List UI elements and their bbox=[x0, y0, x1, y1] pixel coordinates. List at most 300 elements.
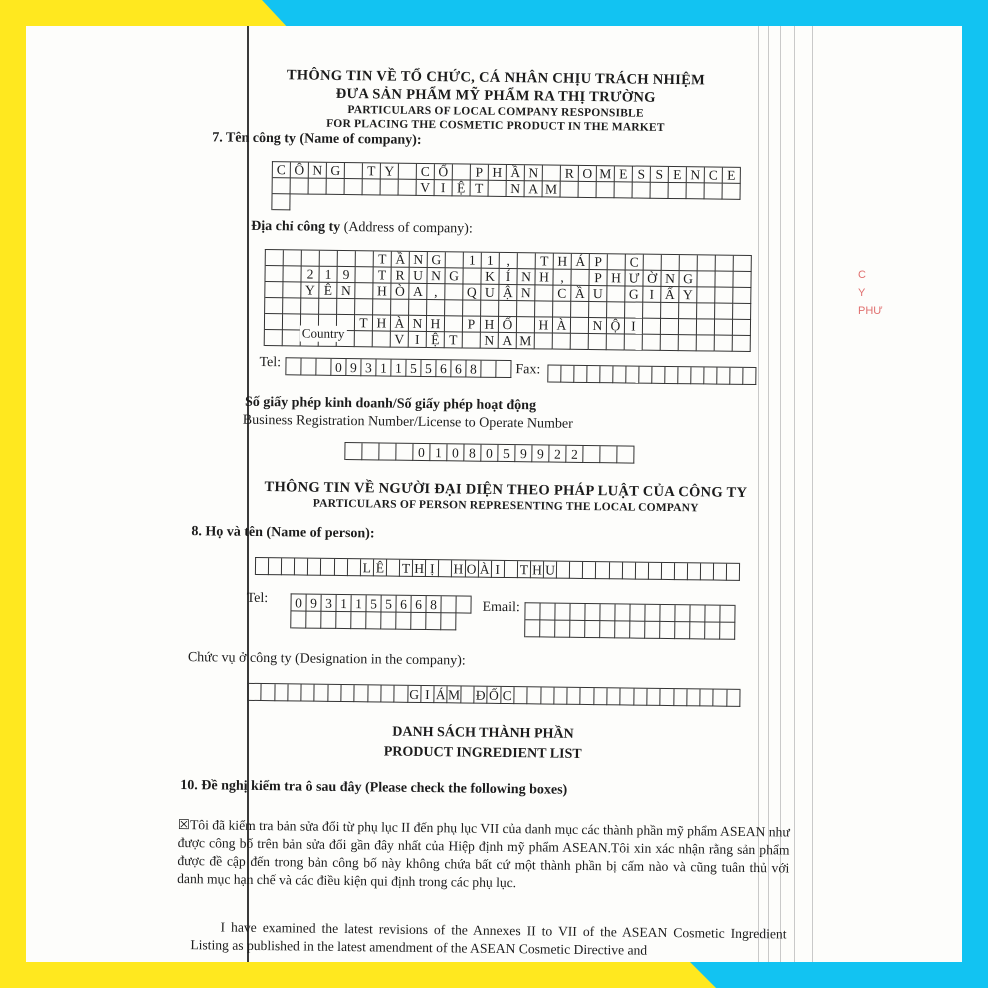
form-cell[interactable]: 5 bbox=[498, 445, 515, 462]
form-cell[interactable] bbox=[690, 622, 705, 639]
form-cell[interactable] bbox=[518, 253, 536, 269]
person-tel-grid[interactable] bbox=[290, 593, 471, 630]
form-cell[interactable] bbox=[283, 298, 301, 314]
form-cell[interactable] bbox=[295, 558, 308, 575]
form-cell[interactable]: R bbox=[561, 166, 579, 182]
form-cell[interactable]: I bbox=[625, 318, 643, 334]
form-cell[interactable]: O bbox=[579, 166, 597, 182]
form-cell[interactable] bbox=[535, 333, 553, 349]
form-cell[interactable] bbox=[662, 563, 675, 580]
form-cell[interactable] bbox=[651, 183, 669, 199]
form-cell[interactable] bbox=[636, 563, 649, 580]
form-cell[interactable]: N bbox=[427, 268, 445, 284]
form-cell[interactable] bbox=[609, 562, 622, 579]
form-cell[interactable]: 1 bbox=[482, 253, 500, 269]
form-cell[interactable] bbox=[396, 613, 411, 630]
form-cell[interactable]: 5 bbox=[406, 360, 421, 377]
form-cell[interactable]: T bbox=[363, 163, 381, 179]
form-cell[interactable] bbox=[665, 367, 678, 384]
form-cell[interactable] bbox=[355, 267, 373, 283]
form-cell[interactable] bbox=[571, 270, 589, 286]
form-cell[interactable]: E bbox=[723, 168, 741, 184]
form-cell[interactable]: Ộ bbox=[607, 318, 625, 334]
form-cell[interactable] bbox=[607, 334, 625, 350]
form-cell[interactable] bbox=[607, 688, 621, 705]
form-cell[interactable]: H bbox=[373, 283, 391, 299]
form-cell[interactable] bbox=[535, 301, 553, 317]
form-cell[interactable]: 6 bbox=[411, 596, 426, 613]
form-cell[interactable]: , bbox=[427, 284, 445, 300]
form-cell[interactable] bbox=[715, 320, 733, 336]
form-cell[interactable] bbox=[396, 444, 413, 461]
form-cell[interactable] bbox=[660, 605, 675, 622]
form-cell[interactable]: , bbox=[553, 270, 571, 286]
company-name-grid[interactable] bbox=[271, 161, 741, 216]
form-cell[interactable]: Ầ bbox=[507, 165, 525, 181]
form-cell[interactable] bbox=[733, 304, 751, 320]
form-cell[interactable] bbox=[463, 268, 481, 284]
form-cell[interactable] bbox=[704, 367, 717, 384]
form-cell[interactable]: K bbox=[481, 269, 499, 285]
form-cell[interactable] bbox=[596, 562, 609, 579]
form-cell[interactable]: Ò bbox=[391, 284, 409, 300]
form-cell[interactable]: 8 bbox=[466, 361, 481, 378]
form-cell[interactable] bbox=[528, 687, 542, 704]
form-cell[interactable]: A bbox=[499, 333, 517, 349]
form-cell[interactable]: E bbox=[669, 167, 687, 183]
form-cell[interactable]: E bbox=[615, 166, 633, 182]
form-cell[interactable] bbox=[625, 334, 643, 350]
form-cell[interactable] bbox=[362, 443, 379, 460]
form-cell[interactable] bbox=[697, 271, 715, 287]
fax-grid[interactable] bbox=[547, 364, 756, 385]
form-cell[interactable]: H bbox=[481, 317, 499, 333]
form-cell[interactable]: M bbox=[597, 166, 615, 182]
form-cell[interactable] bbox=[720, 623, 735, 640]
form-cell[interactable] bbox=[517, 301, 535, 317]
form-cell[interactable]: 1 bbox=[430, 444, 447, 461]
form-cell[interactable]: Ố bbox=[488, 687, 502, 704]
form-cell[interactable]: I bbox=[492, 561, 505, 578]
form-cell[interactable] bbox=[615, 182, 633, 198]
form-cell[interactable]: G bbox=[445, 268, 463, 284]
form-cell[interactable] bbox=[661, 335, 679, 351]
form-cell[interactable] bbox=[337, 299, 355, 315]
form-cell[interactable]: 9 bbox=[346, 359, 361, 376]
form-cell[interactable] bbox=[399, 164, 417, 180]
form-cell[interactable]: À bbox=[553, 318, 571, 334]
form-cell[interactable] bbox=[366, 612, 381, 629]
form-cell[interactable] bbox=[373, 331, 391, 347]
form-cell[interactable]: O bbox=[465, 561, 478, 578]
form-cell[interactable] bbox=[734, 256, 752, 272]
form-cell[interactable] bbox=[453, 164, 471, 180]
form-cell[interactable] bbox=[273, 178, 291, 194]
form-cell[interactable]: Y bbox=[301, 282, 319, 298]
form-cell[interactable] bbox=[680, 255, 698, 271]
form-cell[interactable] bbox=[373, 299, 391, 315]
form-cell[interactable]: G bbox=[408, 686, 422, 703]
form-cell[interactable] bbox=[639, 367, 652, 384]
form-cell[interactable] bbox=[583, 446, 600, 463]
form-cell[interactable] bbox=[525, 603, 540, 620]
form-cell[interactable]: N bbox=[589, 318, 607, 334]
form-cell[interactable] bbox=[645, 605, 660, 622]
form-cell[interactable] bbox=[540, 620, 555, 637]
form-cell[interactable] bbox=[301, 358, 316, 375]
form-cell[interactable] bbox=[336, 612, 351, 629]
form-cell[interactable] bbox=[743, 368, 756, 385]
form-cell[interactable] bbox=[571, 318, 589, 334]
form-cell[interactable]: U bbox=[409, 268, 427, 284]
form-cell[interactable]: T bbox=[355, 315, 373, 331]
form-cell[interactable] bbox=[647, 689, 661, 706]
form-cell[interactable] bbox=[269, 558, 282, 575]
form-cell[interactable]: H bbox=[373, 315, 391, 331]
form-cell[interactable] bbox=[715, 288, 733, 304]
form-cell[interactable]: Ệ bbox=[453, 180, 471, 196]
form-cell[interactable] bbox=[698, 255, 716, 271]
form-cell[interactable] bbox=[571, 334, 589, 350]
form-cell[interactable] bbox=[553, 302, 571, 318]
form-cell[interactable] bbox=[705, 605, 720, 622]
form-cell[interactable]: N bbox=[481, 333, 499, 349]
form-cell[interactable]: T bbox=[373, 267, 391, 283]
form-cell[interactable]: 0 bbox=[291, 594, 306, 611]
form-cell[interactable] bbox=[327, 179, 345, 195]
form-cell[interactable] bbox=[256, 558, 269, 575]
form-cell[interactable] bbox=[661, 689, 675, 706]
form-cell[interactable] bbox=[368, 685, 382, 702]
form-cell[interactable]: Ấ bbox=[661, 287, 679, 303]
form-cell[interactable] bbox=[345, 443, 362, 460]
form-cell[interactable] bbox=[733, 272, 751, 288]
form-cell[interactable] bbox=[409, 300, 427, 316]
form-cell[interactable] bbox=[535, 285, 553, 301]
form-cell[interactable] bbox=[288, 684, 302, 701]
form-cell[interactable]: H bbox=[535, 317, 553, 333]
form-cell[interactable]: 9 bbox=[515, 445, 532, 462]
form-cell[interactable] bbox=[733, 336, 751, 352]
form-cell[interactable]: N bbox=[517, 269, 535, 285]
form-cell[interactable] bbox=[700, 689, 714, 706]
form-cell[interactable]: Ư bbox=[625, 270, 643, 286]
form-cell[interactable] bbox=[733, 320, 751, 336]
form-cell[interactable] bbox=[548, 366, 561, 383]
form-cell[interactable]: G bbox=[625, 286, 643, 302]
form-cell[interactable] bbox=[306, 612, 321, 629]
form-cell[interactable] bbox=[626, 366, 639, 383]
form-cell[interactable] bbox=[272, 194, 290, 210]
form-cell[interactable] bbox=[463, 300, 481, 316]
form-cell[interactable] bbox=[644, 255, 662, 271]
form-cell[interactable] bbox=[617, 446, 634, 463]
form-cell[interactable]: Ố bbox=[499, 317, 517, 333]
form-cell[interactable]: Ô bbox=[291, 162, 309, 178]
form-cell[interactable] bbox=[553, 334, 571, 350]
form-cell[interactable] bbox=[697, 303, 715, 319]
form-cell[interactable] bbox=[674, 689, 688, 706]
form-cell[interactable] bbox=[301, 298, 319, 314]
form-cell[interactable]: H bbox=[535, 269, 553, 285]
form-cell[interactable] bbox=[733, 288, 751, 304]
form-cell[interactable]: N bbox=[661, 271, 679, 287]
form-cell[interactable] bbox=[338, 251, 356, 267]
form-cell[interactable] bbox=[265, 266, 283, 282]
form-cell[interactable] bbox=[701, 563, 714, 580]
form-cell[interactable]: C bbox=[501, 687, 515, 704]
form-cell[interactable] bbox=[334, 559, 347, 576]
form-cell[interactable] bbox=[727, 564, 740, 581]
form-cell[interactable]: 5 bbox=[366, 595, 381, 612]
form-cell[interactable] bbox=[445, 300, 463, 316]
email-grid[interactable] bbox=[524, 602, 735, 640]
form-cell[interactable]: C bbox=[705, 167, 723, 183]
form-cell[interactable] bbox=[381, 179, 399, 195]
form-cell[interactable]: Q bbox=[463, 284, 481, 300]
person-name-grid[interactable] bbox=[255, 557, 741, 581]
form-cell[interactable]: I bbox=[435, 180, 453, 196]
form-cell[interactable]: 5 bbox=[381, 595, 396, 612]
form-cell[interactable]: U bbox=[481, 285, 499, 301]
form-cell[interactable]: H bbox=[607, 270, 625, 286]
form-cell[interactable] bbox=[687, 689, 701, 706]
form-cell[interactable] bbox=[283, 282, 301, 298]
form-cell[interactable]: M bbox=[543, 181, 561, 197]
form-cell[interactable] bbox=[589, 334, 607, 350]
form-cell[interactable]: 0 bbox=[481, 445, 498, 462]
form-cell[interactable] bbox=[615, 621, 630, 638]
form-cell[interactable] bbox=[715, 272, 733, 288]
form-cell[interactable] bbox=[607, 302, 625, 318]
form-cell[interactable] bbox=[363, 179, 381, 195]
form-cell[interactable] bbox=[643, 319, 661, 335]
form-cell[interactable] bbox=[381, 685, 395, 702]
form-cell[interactable]: P bbox=[590, 254, 608, 270]
form-cell[interactable] bbox=[481, 361, 496, 378]
form-cell[interactable] bbox=[600, 621, 615, 638]
form-cell[interactable] bbox=[441, 596, 456, 613]
form-cell[interactable] bbox=[661, 303, 679, 319]
form-cell[interactable] bbox=[688, 563, 701, 580]
form-cell[interactable]: 6 bbox=[436, 360, 451, 377]
form-cell[interactable] bbox=[355, 685, 369, 702]
form-cell[interactable]: Ê bbox=[374, 559, 387, 576]
form-cell[interactable]: 0 bbox=[447, 444, 464, 461]
form-cell[interactable] bbox=[607, 286, 625, 302]
form-cell[interactable]: P bbox=[589, 270, 607, 286]
form-cell[interactable]: 3 bbox=[361, 359, 376, 376]
form-cell[interactable] bbox=[282, 558, 295, 575]
form-cell[interactable]: T bbox=[374, 251, 392, 267]
checked-box-icon[interactable]: ☒ bbox=[177, 817, 191, 833]
form-cell[interactable]: Á bbox=[572, 254, 590, 270]
form-cell[interactable] bbox=[291, 178, 309, 194]
form-cell[interactable] bbox=[594, 688, 608, 705]
form-cell[interactable] bbox=[675, 605, 690, 622]
form-cell[interactable] bbox=[439, 560, 452, 577]
form-cell[interactable]: 0 bbox=[413, 444, 430, 461]
form-cell[interactable] bbox=[540, 603, 555, 620]
form-cell[interactable] bbox=[345, 163, 363, 179]
form-cell[interactable]: S bbox=[651, 167, 669, 183]
form-cell[interactable] bbox=[574, 366, 587, 383]
form-cell[interactable] bbox=[351, 612, 366, 629]
tel-grid[interactable] bbox=[285, 357, 511, 378]
form-cell[interactable]: A bbox=[525, 181, 543, 197]
form-cell[interactable] bbox=[395, 686, 409, 703]
form-cell[interactable]: 9 bbox=[337, 267, 355, 283]
form-cell[interactable]: Ổ bbox=[435, 164, 453, 180]
form-cell[interactable]: Y bbox=[679, 287, 697, 303]
form-cell[interactable]: 6 bbox=[396, 596, 411, 613]
form-cell[interactable]: C bbox=[417, 164, 435, 180]
form-cell[interactable] bbox=[621, 688, 635, 705]
form-cell[interactable] bbox=[583, 562, 596, 579]
form-cell[interactable] bbox=[561, 182, 579, 198]
form-cell[interactable] bbox=[496, 361, 511, 378]
form-cell[interactable] bbox=[554, 688, 568, 705]
form-cell[interactable] bbox=[643, 335, 661, 351]
form-cell[interactable]: À bbox=[391, 316, 409, 332]
designation-grid[interactable] bbox=[247, 683, 740, 707]
form-cell[interactable]: U bbox=[589, 286, 607, 302]
form-cell[interactable] bbox=[675, 563, 688, 580]
form-cell[interactable] bbox=[355, 331, 373, 347]
form-cell[interactable]: N bbox=[409, 316, 427, 332]
form-cell[interactable]: 1 bbox=[351, 595, 366, 612]
form-cell[interactable]: , bbox=[500, 253, 518, 269]
form-cell[interactable]: Ệ bbox=[427, 332, 445, 348]
form-cell[interactable] bbox=[669, 183, 687, 199]
form-cell[interactable] bbox=[705, 183, 723, 199]
form-cell[interactable]: 1 bbox=[464, 252, 482, 268]
form-cell[interactable]: 5 bbox=[421, 360, 436, 377]
form-cell[interactable]: Ậ bbox=[499, 285, 517, 301]
form-cell[interactable] bbox=[283, 330, 301, 346]
form-cell[interactable]: H bbox=[452, 560, 465, 577]
form-cell[interactable] bbox=[587, 366, 600, 383]
form-cell[interactable]: R bbox=[391, 268, 409, 284]
form-cell[interactable] bbox=[283, 266, 301, 282]
form-cell[interactable] bbox=[597, 182, 615, 198]
form-cell[interactable] bbox=[715, 336, 733, 352]
form-cell[interactable] bbox=[557, 562, 570, 579]
form-cell[interactable]: T bbox=[400, 560, 413, 577]
form-cell[interactable] bbox=[633, 183, 651, 199]
form-cell[interactable]: 2 bbox=[549, 446, 566, 463]
form-cell[interactable] bbox=[585, 621, 600, 638]
form-cell[interactable] bbox=[717, 368, 730, 385]
form-cell[interactable] bbox=[697, 319, 715, 335]
form-cell[interactable] bbox=[302, 685, 316, 702]
form-cell[interactable] bbox=[697, 335, 715, 351]
form-cell[interactable] bbox=[481, 301, 499, 317]
form-cell[interactable] bbox=[555, 621, 570, 638]
form-cell[interactable] bbox=[730, 368, 743, 385]
form-cell[interactable]: 3 bbox=[321, 595, 336, 612]
form-cell[interactable]: M bbox=[517, 333, 535, 349]
form-cell[interactable]: N bbox=[507, 181, 525, 197]
form-cell[interactable] bbox=[571, 302, 589, 318]
form-cell[interactable] bbox=[581, 688, 595, 705]
form-cell[interactable] bbox=[679, 335, 697, 351]
form-cell[interactable] bbox=[411, 613, 426, 630]
form-cell[interactable] bbox=[265, 314, 283, 330]
form-cell[interactable] bbox=[320, 251, 338, 267]
form-cell[interactable] bbox=[579, 182, 597, 198]
form-cell[interactable] bbox=[381, 612, 396, 629]
form-cell[interactable] bbox=[445, 284, 463, 300]
form-cell[interactable] bbox=[489, 181, 507, 197]
form-cell[interactable]: Á bbox=[434, 686, 448, 703]
form-cell[interactable]: 1 bbox=[376, 359, 391, 376]
form-cell[interactable] bbox=[570, 562, 583, 579]
form-cell[interactable]: I bbox=[409, 332, 427, 348]
form-cell[interactable]: T bbox=[445, 332, 463, 348]
form-cell[interactable] bbox=[387, 560, 400, 577]
form-cell[interactable] bbox=[622, 562, 635, 579]
form-cell[interactable] bbox=[690, 605, 705, 622]
form-cell[interactable]: N bbox=[337, 283, 355, 299]
form-cell[interactable] bbox=[570, 604, 585, 621]
form-cell[interactable] bbox=[679, 303, 697, 319]
form-cell[interactable] bbox=[356, 251, 374, 267]
form-cell[interactable]: U bbox=[544, 561, 557, 578]
form-cell[interactable]: Ê bbox=[319, 283, 337, 299]
form-cell[interactable] bbox=[661, 319, 679, 335]
form-cell[interactable] bbox=[720, 606, 735, 623]
form-cell[interactable]: N bbox=[309, 163, 327, 179]
form-cell[interactable] bbox=[291, 611, 306, 628]
form-cell[interactable]: 2 bbox=[566, 446, 583, 463]
form-cell[interactable] bbox=[679, 319, 697, 335]
form-cell[interactable] bbox=[634, 689, 648, 706]
form-cell[interactable]: I bbox=[643, 287, 661, 303]
form-cell[interactable]: Ầ bbox=[571, 286, 589, 302]
form-cell[interactable] bbox=[275, 684, 289, 701]
form-cell[interactable] bbox=[355, 283, 373, 299]
form-cell[interactable]: P bbox=[463, 316, 481, 332]
form-cell[interactable] bbox=[445, 316, 463, 332]
form-cell[interactable] bbox=[427, 300, 445, 316]
form-cell[interactable] bbox=[441, 613, 456, 630]
form-cell[interactable]: 2 bbox=[301, 266, 319, 282]
form-cell[interactable]: H bbox=[427, 316, 445, 332]
form-cell[interactable] bbox=[391, 300, 409, 316]
form-cell[interactable] bbox=[600, 446, 617, 463]
form-cell[interactable]: À bbox=[478, 561, 491, 578]
form-cell[interactable] bbox=[284, 250, 302, 266]
form-cell[interactable]: L bbox=[361, 559, 374, 576]
form-cell[interactable] bbox=[328, 685, 342, 702]
form-cell[interactable] bbox=[600, 604, 615, 621]
form-cell[interactable] bbox=[248, 684, 262, 701]
form-cell[interactable]: G bbox=[679, 271, 697, 287]
form-cell[interactable] bbox=[514, 687, 528, 704]
form-cell[interactable]: T bbox=[536, 253, 554, 269]
form-cell[interactable] bbox=[585, 604, 600, 621]
form-cell[interactable]: T bbox=[471, 181, 489, 197]
form-cell[interactable]: 1 bbox=[336, 595, 351, 612]
form-cell[interactable]: 6 bbox=[451, 360, 466, 377]
form-cell[interactable]: G bbox=[428, 252, 446, 268]
form-cell[interactable]: N bbox=[410, 252, 428, 268]
form-cell[interactable]: N bbox=[517, 285, 535, 301]
form-cell[interactable]: N bbox=[687, 167, 705, 183]
form-cell[interactable] bbox=[714, 690, 728, 707]
form-cell[interactable] bbox=[399, 180, 417, 196]
